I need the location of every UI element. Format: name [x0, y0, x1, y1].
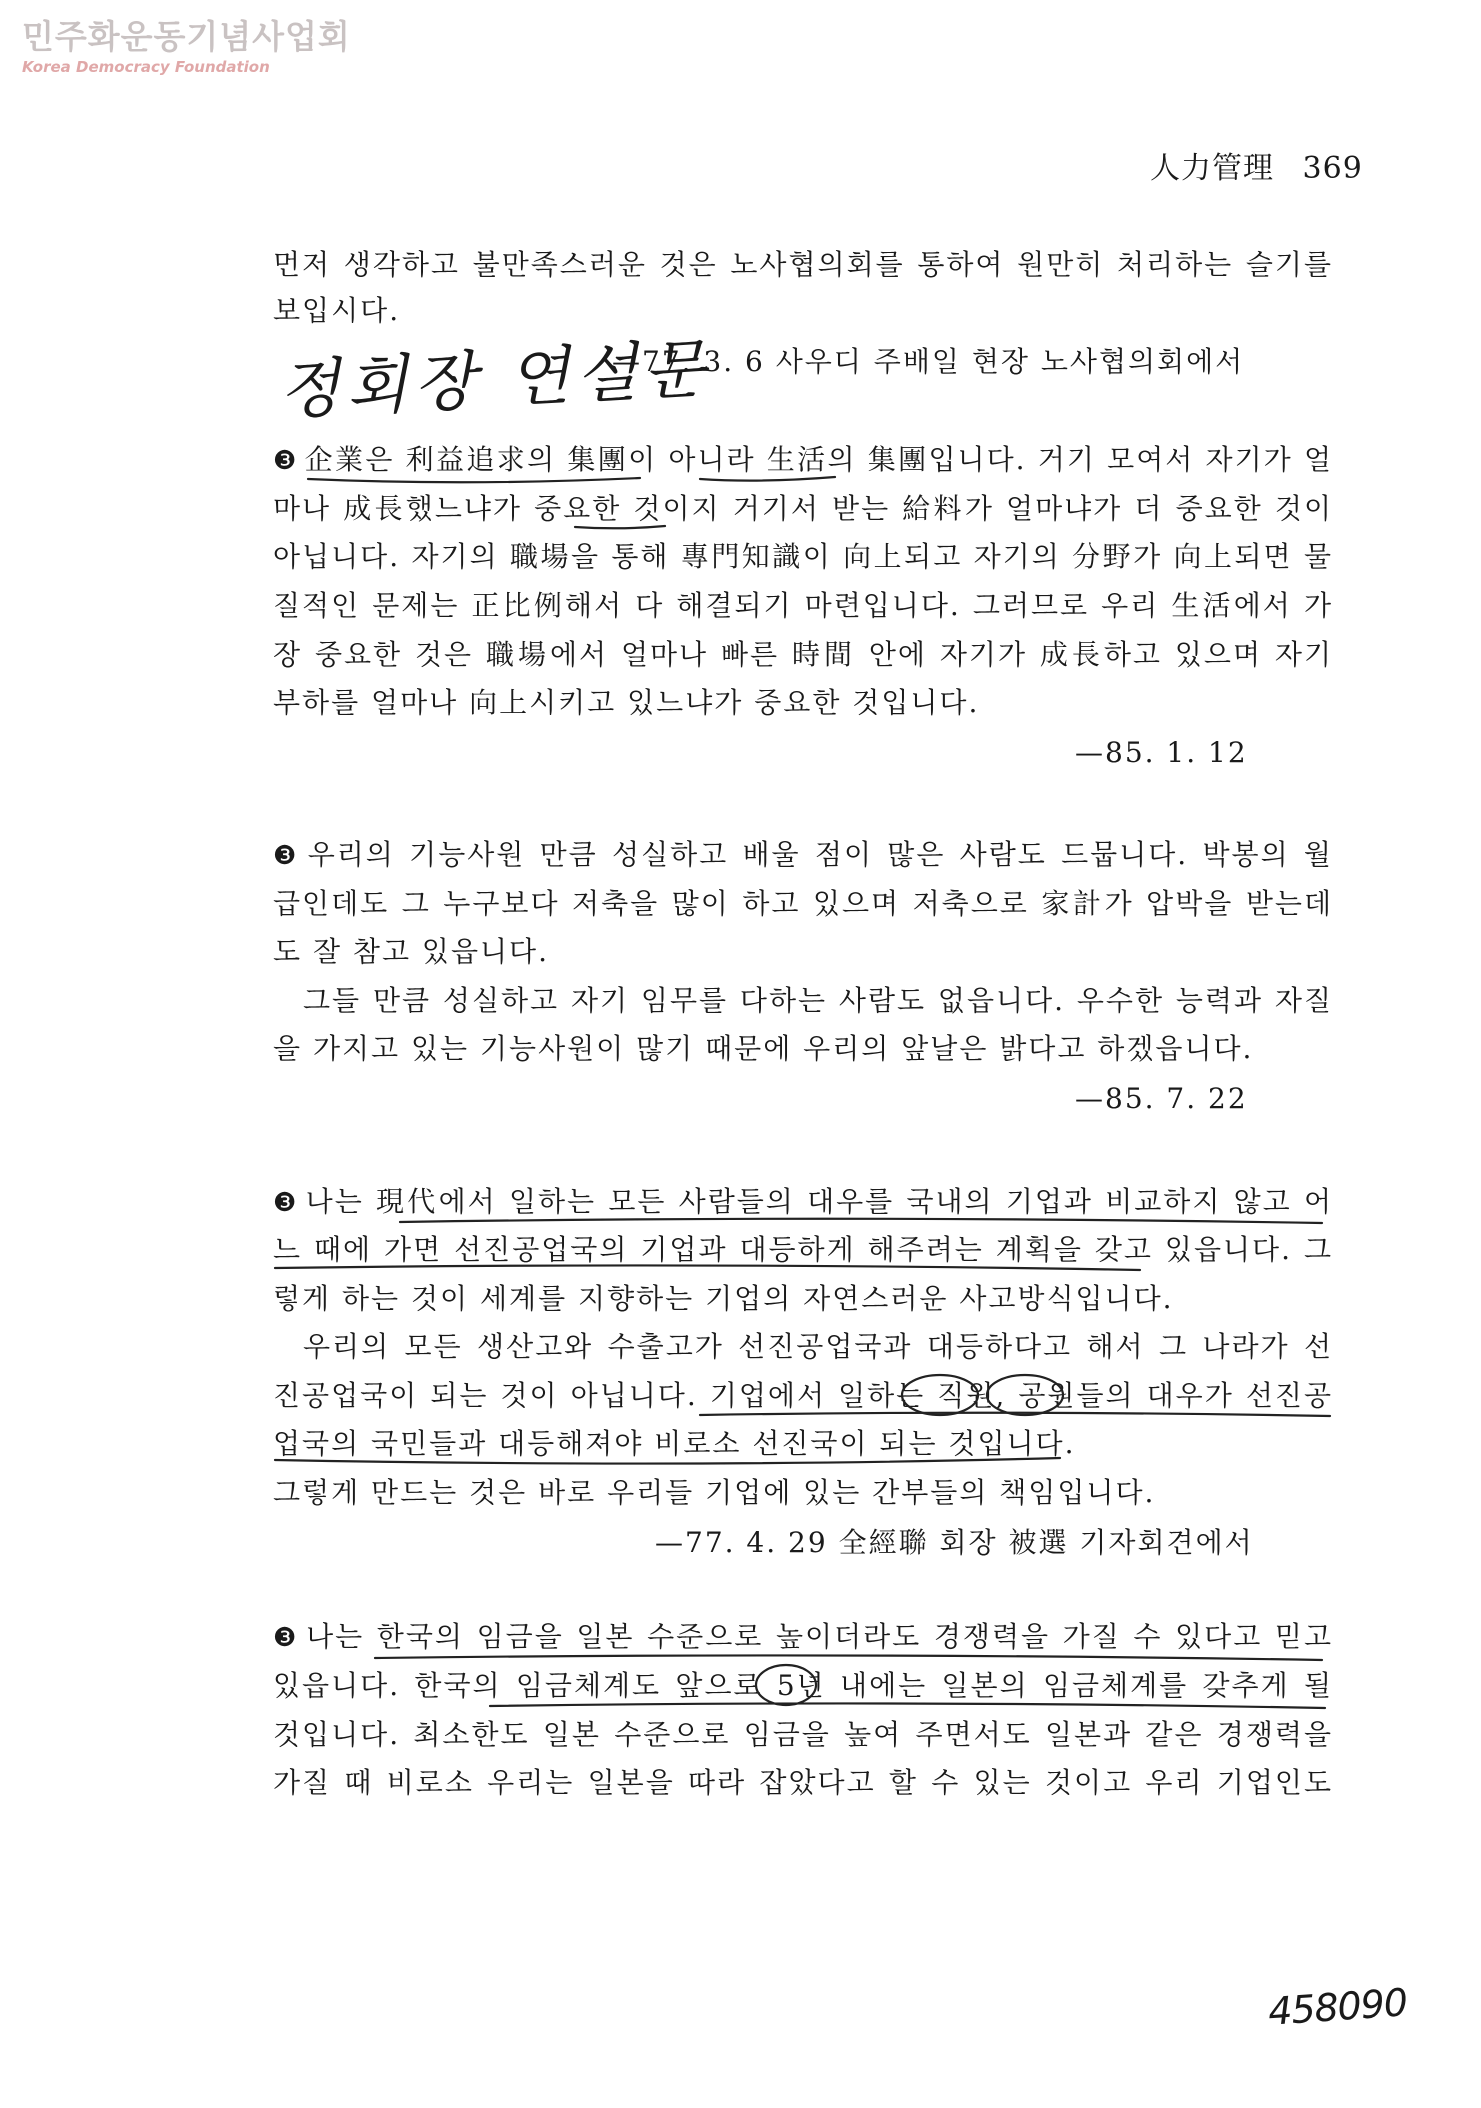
text-line: ❸ 나는 現代에서 일하는 모든 사람들의 대우를 국내의 기업과 비교하지 않고 어	[273, 1185, 1333, 1218]
text-line: 그들 만큼 성실하고 자기 임무를 다하는 사람도 없읍니다. 우수한 능력과 자질	[303, 984, 1333, 1017]
archive-number: 458090	[1266, 1980, 1409, 2034]
text-line: 도 잘 참고 있읍니다.	[273, 935, 549, 968]
text-line: 마나 成長했느냐가 중요한 것이지 거기서 받는 給料가 얼마냐가 더 중요한 것이	[273, 492, 1333, 525]
text-line: 렇게 하는 것이 세계를 지향하는 기업의 자연스러운 사고방식입니다.	[273, 1282, 1174, 1315]
text-line: 우리의 모든 생산고와 수출고가 선진공업국과 대등하다고 해서 그 나라가 선	[303, 1330, 1333, 1363]
intro-line: 보입시다.	[273, 294, 401, 327]
text-line: 있읍니다. 한국의 임금체계도 앞으로 5년 내에는 일본의 임금체계를 갖추게 될	[273, 1669, 1333, 1702]
date-note: —77. 4. 29 全經聯 회장 被選 기자회견에서	[655, 1526, 1254, 1559]
bullet-icon: ❸	[273, 446, 299, 476]
intro-source: —77. 3. 6 사우디 주배일 현장 노사협의회에서	[612, 345, 1245, 378]
underline-mark	[400, 1219, 1322, 1223]
text-line: 부하를 얼마나 向上시키고 있느냐가 중요한 것입니다.	[273, 686, 980, 719]
text-line: 급인데도 그 누구보다 저축을 많이 하고 있으며 저축으로 家計가 압박을 받는데	[273, 887, 1333, 920]
watermark-english: Korea Democracy Foundation	[22, 58, 270, 76]
handwritten-note: 정회장 연설문	[276, 332, 713, 429]
underline-mark	[700, 477, 835, 481]
underline-mark	[375, 1655, 1322, 1660]
bullet-icon: ❸	[273, 1188, 300, 1218]
bullet-icon: ❸	[273, 841, 302, 871]
text-line: 느 때에 가면 선진공업국의 기업과 대등하게 해주려는 계획을 갖고 있읍니다. 그	[273, 1233, 1333, 1266]
date-note: —85. 7. 22	[1075, 1082, 1248, 1115]
text-line: 것입니다. 최소한도 일본 수준으로 임금을 높여 주면서도 일본과 같은 경쟁력을	[273, 1718, 1333, 1751]
text-line: 업국의 국민들과 대등해져야 비로소 선진국이 되는 것입니다.	[273, 1427, 1076, 1460]
circle-mark	[902, 1375, 978, 1415]
text-line: 을 가지고 있는 기능사원이 많기 때문에 우리의 앞날은 밝다고 하겠읍니다.	[273, 1032, 1254, 1065]
underline-mark	[490, 1703, 1325, 1708]
underline-mark	[275, 1265, 1140, 1270]
text-line: ❸ 나는 한국의 임금을 일본 수준으로 높이더라도 경쟁력을 가질 수 있다고 믿고	[273, 1620, 1334, 1653]
date-note: —85. 1. 12	[1075, 736, 1248, 769]
text-line: 그렇게 만드는 것은 바로 우리들 기업에 있는 간부들의 책임입니다.	[273, 1476, 1156, 1509]
underline-mark	[308, 478, 640, 482]
circle-mark	[756, 1665, 816, 1705]
underline-mark	[575, 526, 665, 528]
text-line: 가질 때 비로소 우리는 일본을 따라 잡았다고 할 수 있는 것이고 우리 기업인도	[273, 1766, 1333, 1799]
watermark-korean: 민주화운동기념사업회	[22, 17, 351, 56]
circle-mark	[987, 1375, 1063, 1415]
header-title: 人力管理	[1150, 151, 1274, 186]
text-line: ❸ 우리의 기능사원 만큼 성실하고 배울 점이 많은 사람도 드뭅니다. 박봉의 월	[273, 838, 1333, 871]
page-number: 369	[1302, 151, 1363, 186]
intro-line: 먼저 생각하고 불만족스러운 것은 노사협의회를 통하여 원만히 처리하는 슬기를	[273, 248, 1333, 281]
text-line: 장 중요한 것은 職場에서 얼마나 빠른 時間 안에 자기가 成長하고 있으며 자기	[273, 638, 1333, 671]
text-line: 질적인 문제는 正比例해서 다 해결되기 마련입니다. 그러므로 우리 生活에서 가	[273, 589, 1333, 622]
text-line: 진공업국이 되는 것이 아닙니다. 기업에서 일하는 직원, 공원들의 대우가 선진공	[273, 1379, 1333, 1412]
text-line: 아닙니다. 자기의 職場을 통해 專門知識이 向上되고 자기의 分野가 向上되면 물	[273, 540, 1333, 573]
bullet-icon: ❸	[273, 1623, 301, 1653]
underline-mark	[275, 1458, 1060, 1464]
text-line: ❸ 企業은 利益追求의 集團이 아니라 生活의 集團입니다. 거기 모여서 자기가 얼	[273, 443, 1334, 476]
